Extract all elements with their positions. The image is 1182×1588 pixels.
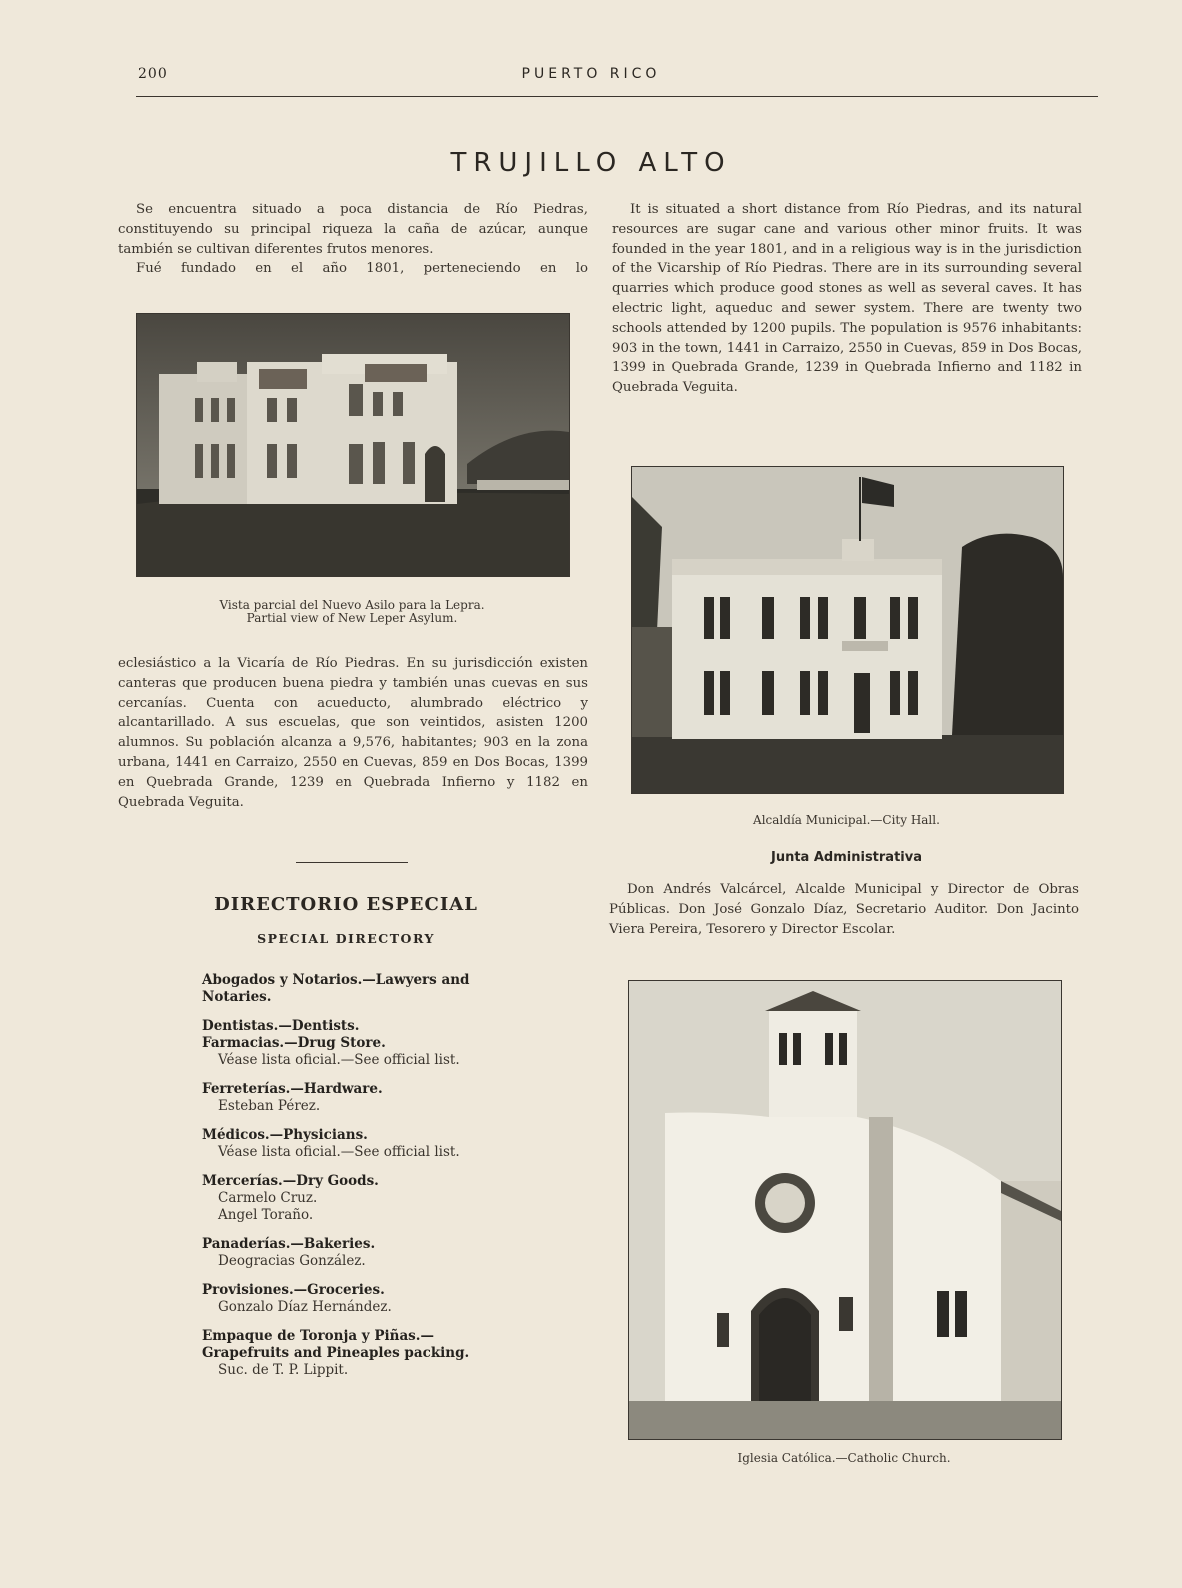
caption-leper-asylum-es: Vista parcial del Nuevo Asilo para la Lepra.	[219, 598, 485, 612]
junta-heading: Junta Administrativa	[771, 850, 922, 865]
directory-entry: Angel Toraño.	[218, 1207, 314, 1223]
directory-category: Provisiones.—Groceries.	[202, 1282, 385, 1298]
directory-group	[202, 1236, 500, 1270]
directory-entry: Suc. de T. P. Lippit.	[218, 1362, 349, 1378]
spanish-paragraph-1: Se encuentra situado a poca distancia de Río Piedras, constituyendo su principal riqueza la caña de azúcar, aunque también se cultivan diferentes frutos menores.	[118, 202, 588, 257]
running-title: PUERTO RICO	[521, 66, 661, 82]
directory-entry: Véase lista oficial.—See official list.	[218, 1144, 460, 1160]
english-paragraph	[612, 200, 1082, 398]
directory-group	[202, 1282, 500, 1316]
photo-city-hall	[631, 466, 1064, 794]
directory-group	[202, 1081, 500, 1115]
photo-catholic-church	[628, 980, 1062, 1440]
caption-catholic-church: Iglesia Católica.—Catholic Church.	[737, 1451, 951, 1465]
directory-group	[202, 972, 500, 1006]
directory-entry: Véase lista oficial.—See official list.	[218, 1052, 460, 1068]
spanish-paragraph-3: eclesiástico a la Vicaría de Río Piedras. En su jurisdicción existen canteras que producen buena piedra y también unas cuevas en sus cercanías. Cuenta con acueducto, alumbrado eléctrico y alcantarillado. A sus escuelas, que son veintidos, asisten 1200 alumnos. Su población alcanza a 9,576, habitantes; 903 en la zona urbana, 1441 en Carraizo, 2550 en Cuevas, 859 en Dos Bocas, 1399 en Quebrada Grande, 1239 en Quebrada Infierno y 1182 en Quebrada Veguita.	[118, 656, 588, 810]
photo-leper-asylum	[136, 313, 570, 577]
directory-category: Ferreterías.—Hardware.	[202, 1081, 383, 1097]
directory-entry: Deogracias González.	[218, 1253, 366, 1269]
directory-category: Dentistas.—Dentists.	[202, 1018, 360, 1034]
directory-subtitle: SPECIAL DIRECTORY	[257, 931, 435, 946]
section-divider	[296, 862, 408, 863]
directory-title: DIRECTORIO ESPECIAL	[214, 894, 478, 915]
page-title: TRUJILLO ALTO	[450, 148, 732, 178]
directory-entry: Gonzalo Díaz Hernández.	[218, 1299, 392, 1315]
junta-text	[609, 880, 1079, 939]
directory-category: Abogados y Notarios.—Lawyers and Notaries.	[202, 972, 470, 1005]
directory-group	[202, 1173, 500, 1224]
directory-category: Panaderías.—Bakeries.	[202, 1236, 376, 1252]
directory-entry: Carmelo Cruz.	[218, 1190, 318, 1206]
spanish-intro	[118, 200, 588, 279]
page-number: 200	[138, 66, 168, 82]
spanish-paragraph-2: Fué fundado en el año 1801, perteneciendo en lo	[136, 261, 588, 277]
caption-leper-asylum	[136, 599, 568, 625]
caption-leper-asylum-en: Partial view of New Leper Asylum.	[246, 611, 458, 625]
directory-category: Farmacias.—Drug Store.	[202, 1035, 386, 1051]
english-text: It is situated a short distance from Río Piedras, and its natural resources are sugar cane and various other minor fruits. It was founded in the year 1801, and in a religious way is in the jurisdiction of the Vicarship of Río Piedras. There are in its surrounding several quarries which produce good stones as well as several caves. It has electric light, aqueduc and sewer system. There are twenty two schools attended by 1200 pupils. The population is 9576 inhabitants: 903 in the town, 1441 in Carraizo, 2550 in Cuevas, 859 in Dos Bocas, 1399 in Quebrada Grande, 1239 in Quebrada Infierno and 1182 in Quebrada Veguita.	[612, 202, 1082, 396]
directory-entry: Esteban Pérez.	[218, 1098, 321, 1114]
junta-paragraph: Don Andrés Valcárcel, Alcalde Municipal y Director de Obras Públicas. Don José Gonzalo Díaz, Secretario Auditor. Don Jacinto Viera Pereira, Tesorero y Director Escolar.	[609, 882, 1079, 937]
directory-list	[202, 972, 500, 1391]
directory-category: Empaque de Toronja y Piñas.—Grapefruits and Pineaples packing.	[202, 1328, 470, 1361]
directory-group	[202, 1127, 500, 1161]
directory-category: Médicos.—Physicians.	[202, 1127, 368, 1143]
directory-group	[202, 1328, 500, 1379]
directory-category: Mercerías.—Dry Goods.	[202, 1173, 379, 1189]
caption-city-hall: Alcaldía Municipal.—City Hall.	[753, 813, 940, 827]
header-rule	[136, 96, 1098, 97]
directory-group	[202, 1018, 500, 1069]
